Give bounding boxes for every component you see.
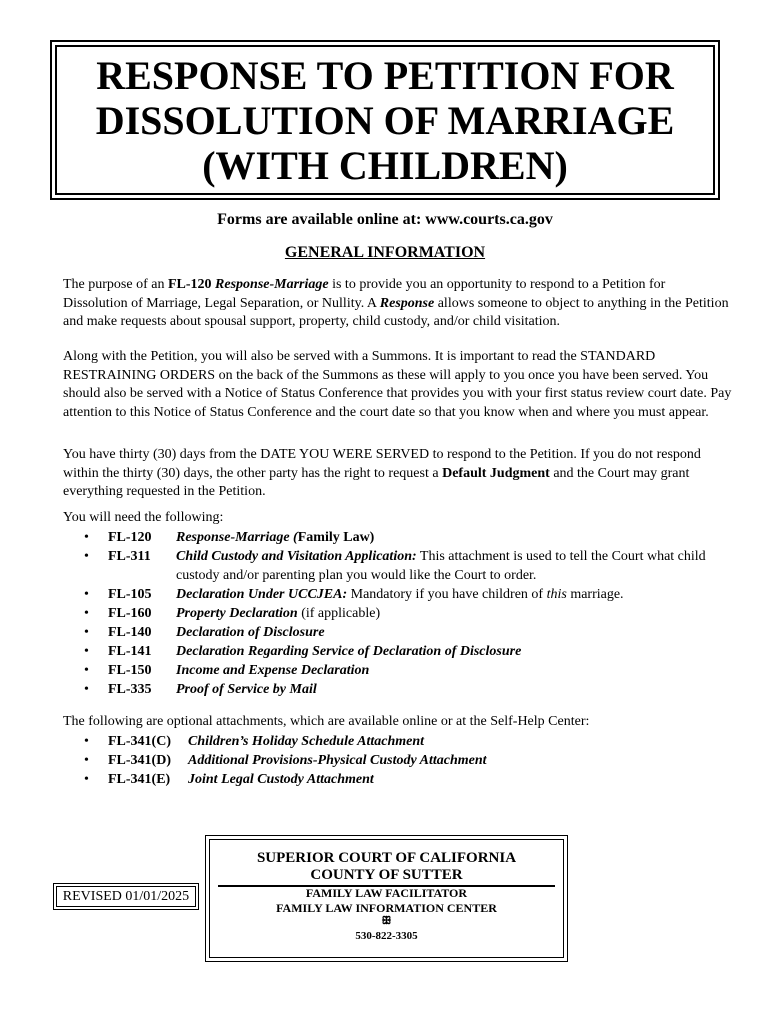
list-item [84, 770, 728, 789]
purpose-form-code: FL-120 [167, 277, 212, 292]
bullet-icon: • [84, 644, 89, 659]
form-code: FL-141 [108, 644, 152, 659]
list-item [84, 623, 716, 642]
bullet-icon: • [84, 549, 89, 564]
deadline-text-2: and the Court may grant everything requested in the Petition. [63, 465, 690, 499]
form-suffix: (if applicable) [297, 606, 381, 621]
form-code: FL-140 [108, 625, 152, 640]
bullet-icon: • [84, 734, 89, 749]
optional-forms-list [84, 732, 728, 789]
form-title: Declaration Regarding Service of Declaration of Disclosure [176, 644, 522, 659]
summons-paragraph: Along with the Petition, you will also be served with a Summons. It is important to read the STANDARD RESTRAINING ORDERS on the back of the Summons as these will apply to you once you have been served. You should also be served with a Notice of Status Conference that provides you with your first status review court date. Pay attention to this Notice of Status Conference and the court date so that you know when and where you must appear. [63, 349, 732, 420]
county-name: COUNTY OF SUTTER [310, 867, 463, 883]
purpose-text-2: is to provide you an opportunity to respond to a Petition for Dissolution of Marriage, Legal Separation, or Nullity. A [63, 277, 666, 311]
form-title: Children’s Holiday Schedule Attachment [188, 734, 425, 749]
form-code: FL-150 [108, 663, 152, 678]
revision-date: REVISED 01/01/2025 [53, 883, 199, 910]
bullet-icon: • [84, 625, 89, 640]
list-item [84, 751, 728, 770]
form-code: FL-120 [108, 530, 152, 545]
title-line-2: DISSOLUTION OF MARRIAGE [95, 97, 675, 143]
list-item [84, 680, 716, 699]
purpose-text-1: The purpose of an [63, 277, 168, 292]
bullet-icon: • [84, 772, 89, 787]
title-line-3: (WITH CHILDREN) [202, 142, 568, 188]
list-item [84, 661, 716, 680]
court-name: SUPERIOR COURT OF CALIFORNIA [256, 850, 517, 866]
bullet-icon: • [84, 587, 89, 602]
deadline-paragraph [63, 446, 733, 502]
section-heading: GENERAL INFORMATION [284, 244, 486, 261]
need-intro: You will need the following: [63, 510, 224, 525]
ornament-icon: ꕥ [381, 915, 392, 927]
bullet-icon: • [84, 606, 89, 621]
form-suffix: Family Law) [297, 530, 375, 545]
form-title: Declaration Under UCCJEA: [176, 587, 348, 602]
title-line-1: RESPONSE TO PETITION FOR [96, 52, 674, 98]
form-code: FL-105 [108, 587, 152, 602]
facilitator-label: FAMILY LAW FACILITATOR [305, 886, 468, 900]
form-title: Declaration of Disclosure [176, 625, 325, 640]
form-suffix: Mandatory if you have children of [347, 587, 547, 602]
form-code: FL-335 [108, 682, 152, 697]
form-title: Child Custody and Visitation Application: [176, 549, 417, 564]
list-item [84, 585, 716, 604]
list-item [84, 547, 716, 585]
list-item [84, 642, 716, 661]
form-title: Income and Expense Declaration [176, 663, 370, 678]
bullet-icon: • [84, 753, 89, 768]
purpose-response-word: Response [379, 295, 435, 311]
optional-intro: The following are optional attachments, which are available online or at the Self-Help Center: [63, 714, 590, 729]
form-code: FL-160 [108, 606, 152, 621]
court-info-box [205, 835, 568, 962]
phone-number: 530-822-3305 [355, 930, 418, 942]
form-title: Proof of Service by Mail [176, 682, 317, 697]
purpose-text-3: allows someone to object to anything in the Petition and make requests about spousal support, property, child custody, and/or child visitation. [63, 295, 729, 329]
deadline-text-1: You have thirty (30) days from the DATE YOU WERE SERVED to respond to the Petition. If you do not respond within the thirty (30) days, the other party has the right to request a [63, 447, 701, 481]
list-item [84, 732, 728, 751]
form-code: FL-311 [108, 549, 151, 564]
purpose-form-title: Response-Marriage [215, 277, 329, 292]
purpose-paragraph [63, 276, 733, 332]
form-code: FL-341(C) [108, 734, 171, 749]
title-box [50, 40, 720, 200]
form-title: Joint Legal Custody Attachment [188, 772, 374, 787]
form-title: Additional Provisions-Physical Custody Attachment [188, 753, 487, 768]
form-suffix: This attachment is used to tell the Court what child custody and/or parenting plan you would like the Court to order. [176, 549, 706, 583]
bullet-icon: • [84, 663, 89, 678]
form-title: Property Declaration [176, 606, 298, 621]
info-center-label: FAMILY LAW INFORMATION CENTER [276, 901, 497, 915]
bullet-icon: • [84, 682, 89, 697]
form-suffix-emphasis: this [546, 587, 567, 602]
form-code: FL-341(D) [108, 753, 171, 768]
form-suffix-end: marriage. [566, 587, 624, 602]
list-item [84, 604, 716, 623]
online-notice: Forms are available online at: www.courts.ca.gov [217, 211, 553, 228]
form-title: Response-Marriage ( [176, 530, 298, 545]
required-forms-list [84, 528, 716, 699]
form-code: FL-341(E) [108, 772, 171, 787]
list-item [84, 528, 716, 547]
bullet-icon: • [84, 530, 89, 545]
default-judgment-term: Default Judgment [442, 465, 550, 481]
